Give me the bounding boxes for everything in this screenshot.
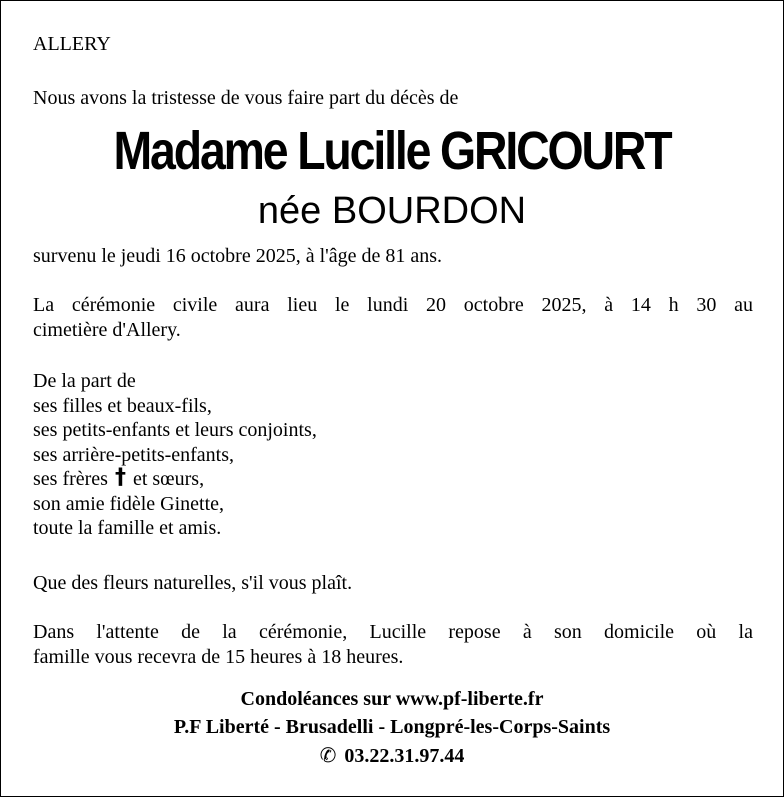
ceremony-line-1: La cérémonie civile aura lieu le lundi 20 octobre 2025, à 14 h 30 au xyxy=(33,294,753,316)
family-daughters: ses filles et beaux-fils, xyxy=(33,394,212,417)
town-name: ALLERY xyxy=(33,33,111,55)
wake-line-2: famille vous recevra de 15 heures à 18 heures. xyxy=(33,645,404,668)
wake-line-1: Dans l'attente de la cérémonie, Lucille repose à son domicile où la xyxy=(33,621,753,643)
family-friend: son amie fidèle Ginette, xyxy=(33,492,225,515)
siblings-prefix: ses frères xyxy=(33,468,108,490)
family-heading: De la part de xyxy=(33,370,136,392)
deceased-name: Madame Lucille GRICOURT xyxy=(113,121,671,181)
funeral-home-footer xyxy=(1,685,783,770)
siblings-suffix: et sœurs, xyxy=(132,468,205,490)
condolences-line: Condoléances sur www.pf-liberte.fr xyxy=(240,688,544,710)
phone-icon: ✆ xyxy=(319,743,337,767)
intro-text: Nous avons la tristesse de vous faire part du décès de xyxy=(33,87,459,109)
phone-line xyxy=(1,741,783,770)
ceremony-line-2: cimetière d'Allery. xyxy=(33,318,181,341)
ceremony-paragraph xyxy=(33,293,753,342)
family-siblings xyxy=(33,467,317,492)
phone-number: 03.22.31.97.44 xyxy=(344,745,465,767)
maiden-name: née BOURDON xyxy=(257,190,527,232)
family-grandchildren: ses petits-enfants et leurs conjoints, xyxy=(33,419,317,441)
flowers-note: Que des fleurs naturelles, s'il vous plaît. xyxy=(33,572,353,594)
family-great-grandchildren: ses arrière-petits-enfants, xyxy=(33,443,235,466)
wake-paragraph xyxy=(33,620,753,669)
death-announcement: survenu le jeudi 16 octobre 2025, à l'âge de 81 ans. xyxy=(33,245,443,267)
family-list xyxy=(33,369,317,541)
cross-icon: † xyxy=(114,465,126,490)
funeral-home-name: P.F Liberté - Brusadelli - Longpré-les-Corps-Saints xyxy=(173,716,611,738)
family-all: toute la famille et amis. xyxy=(33,517,222,539)
